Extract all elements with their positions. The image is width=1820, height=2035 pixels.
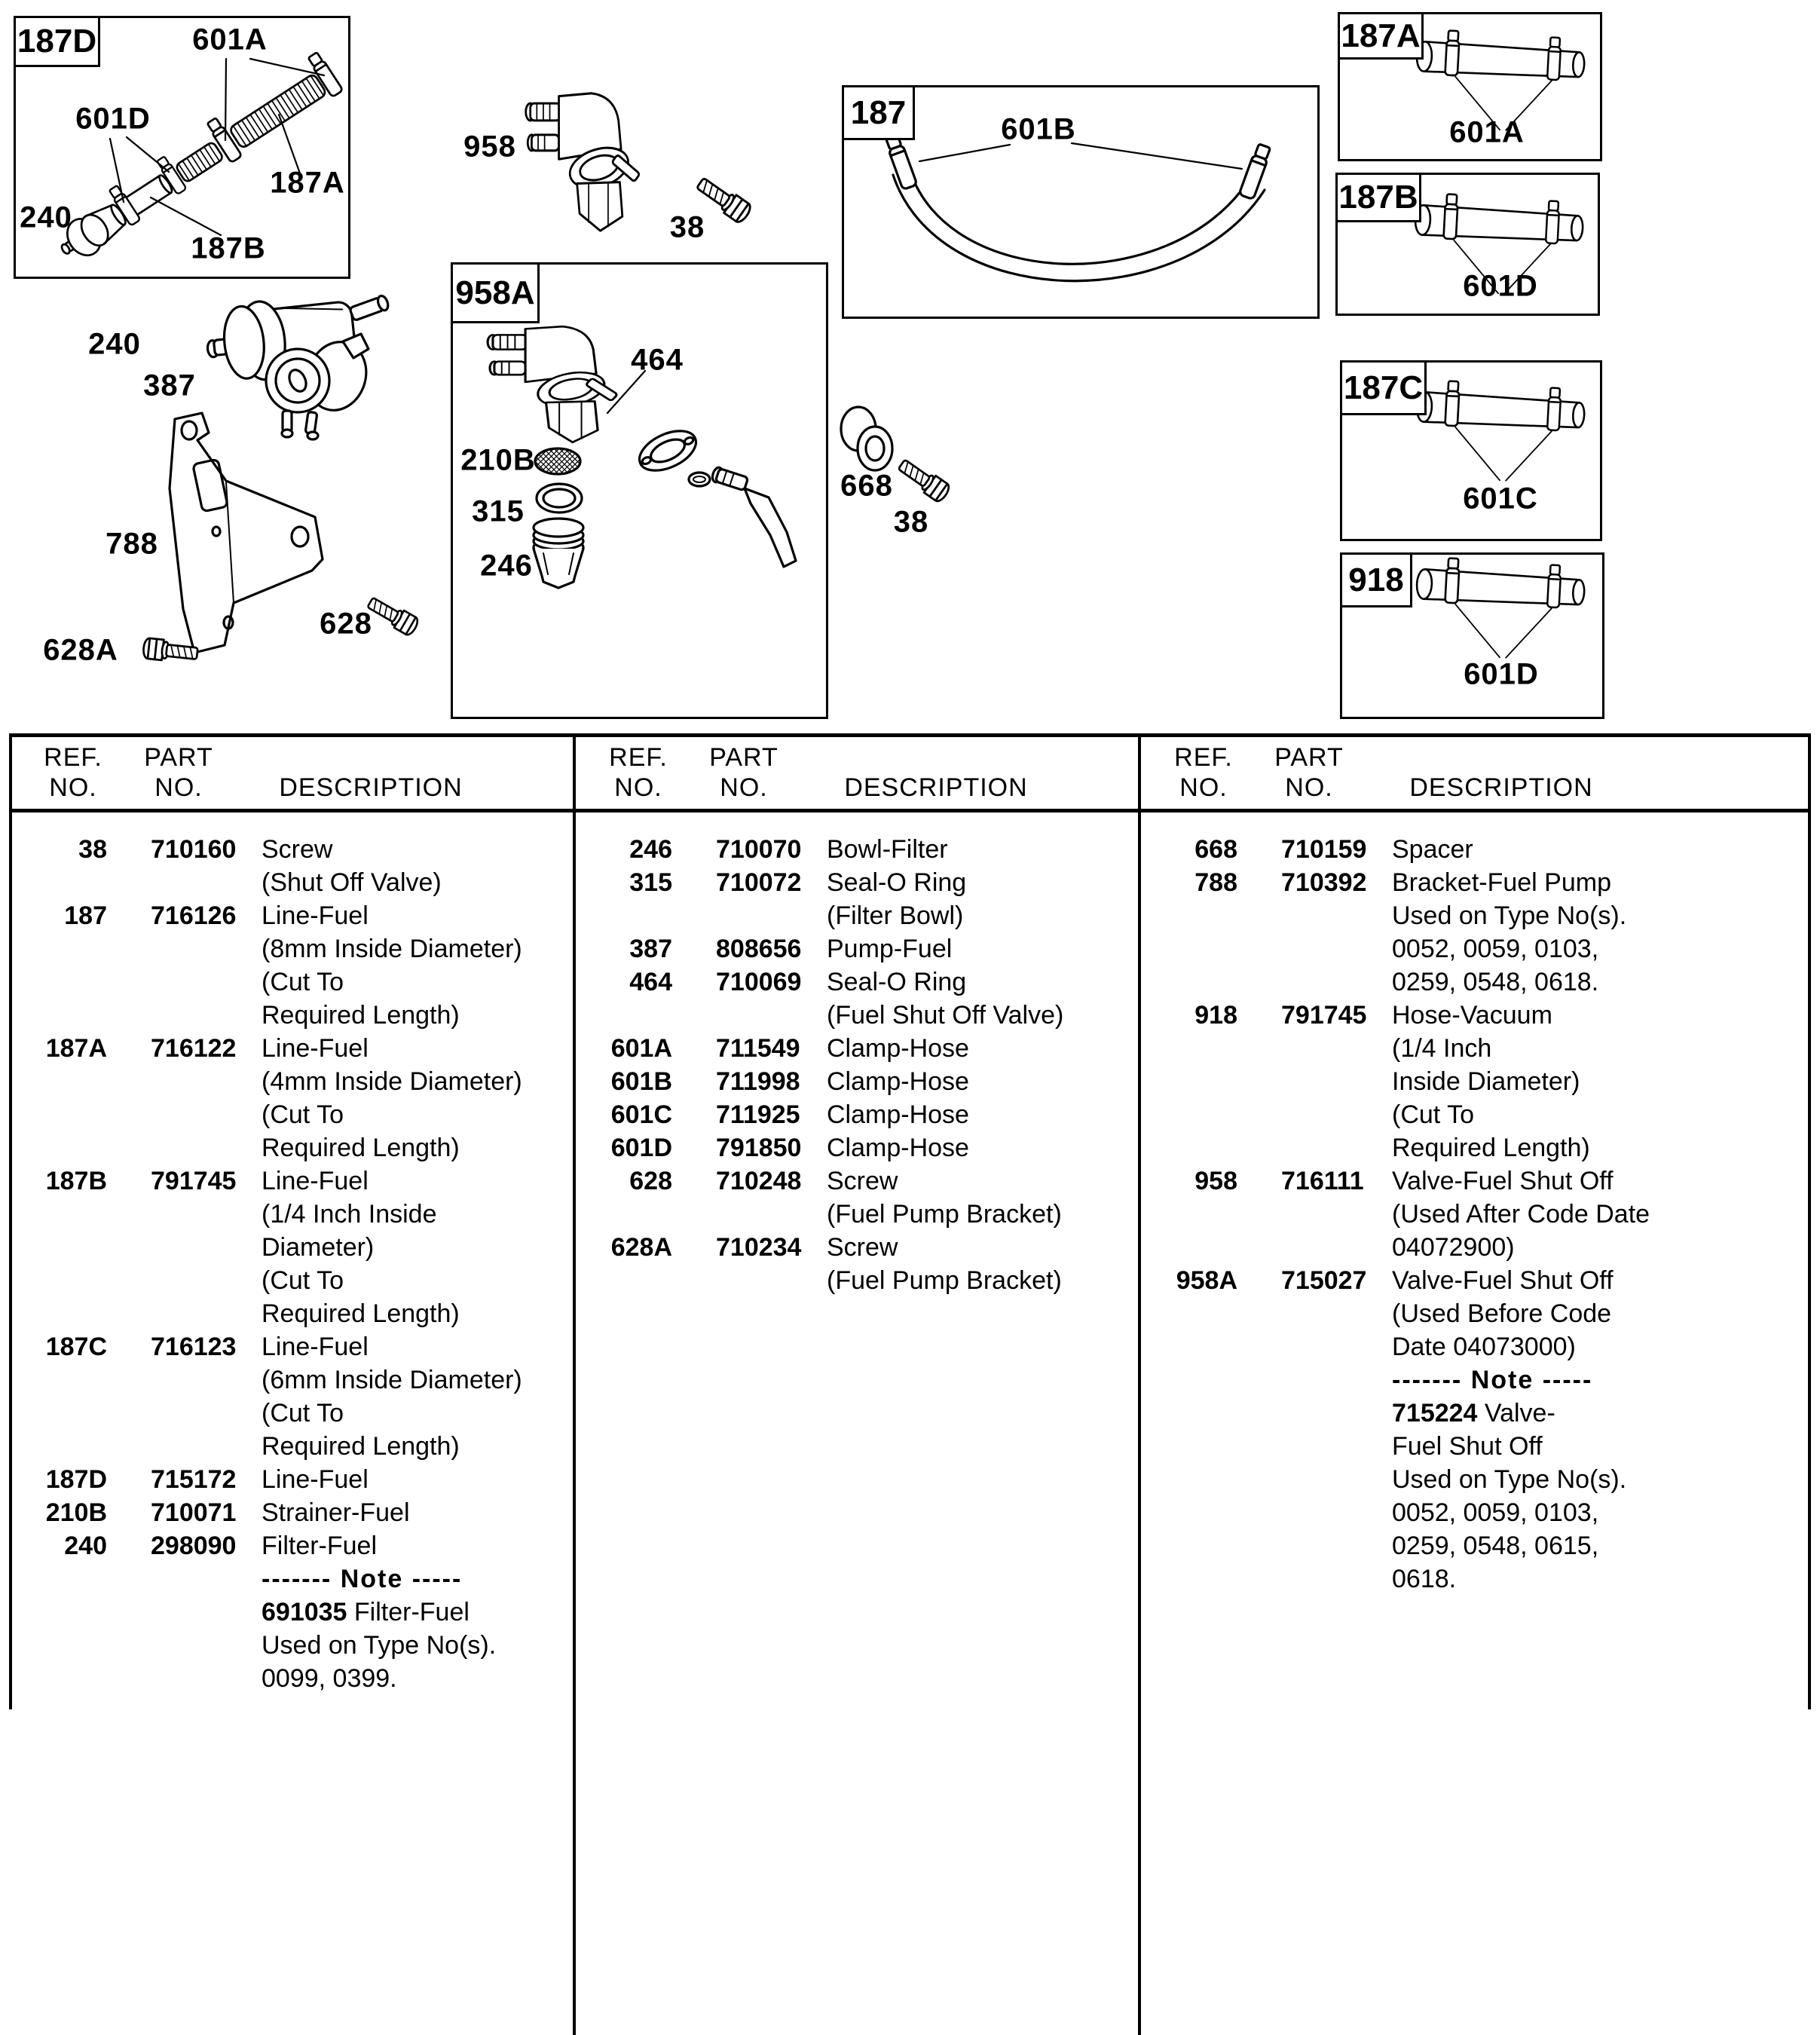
ref-no-cell: 958: [1194, 1167, 1237, 1195]
callout-601d-3: 601D: [1464, 657, 1539, 691]
callout-601d-2: 601D: [1463, 269, 1538, 303]
table-header-rule: [9, 809, 1811, 812]
part-no-cell: 710072: [716, 868, 802, 897]
part-no-cell: 710070: [716, 835, 802, 864]
ref-no-cell: 210B: [45, 1498, 107, 1527]
parts-rows: [1139, 833, 1811, 1596]
table-row: [1139, 833, 1811, 866]
part-no-cell: 710248: [716, 1167, 802, 1195]
screw-drawing-628a: [142, 638, 198, 664]
spacer-drawing-668: [841, 407, 892, 470]
callout-246: 246: [480, 549, 533, 583]
table-row: [574, 1231, 1138, 1297]
ref-no-cell: 38: [78, 835, 107, 864]
part-no-cell: 710071: [151, 1498, 237, 1527]
table-row: [9, 1463, 573, 1496]
description-cell: Line-Fuel (1/4 Inch Inside Diameter) (Cut To Required Length): [262, 1167, 460, 1328]
ref-no-cell: 315: [629, 868, 672, 897]
description-cell: Bracket-Fuel Pump Used on Type No(s). 0052, 0059, 0103, 0259, 0548, 0618.: [1392, 868, 1627, 996]
ref-no-cell: 601B: [610, 1067, 672, 1096]
table-row: [574, 1098, 1138, 1131]
part-no-cell: 711549: [716, 1034, 800, 1063]
part-no-cell: 715027: [1281, 1266, 1367, 1295]
header-description: DESCRIPTION: [279, 773, 463, 802]
description-cell: Clamp-Hose: [827, 1134, 969, 1162]
description-cell: Valve-Fuel Shut Off (Used After Code Date 04072900): [1392, 1167, 1650, 1262]
table-row: [9, 899, 573, 1032]
part-no-cell: 710160: [151, 835, 237, 864]
callout-240b: 240: [88, 327, 141, 361]
table-row: [1139, 866, 1811, 999]
description-cell: Seal-O Ring (Filter Bowl): [827, 868, 967, 930]
callout-958: 958: [463, 130, 516, 164]
ref-no-cell: 187A: [45, 1034, 107, 1063]
description-cell: Spacer: [1392, 835, 1473, 864]
table-row: [574, 932, 1138, 965]
header-ref-no: REF. NO.: [1174, 743, 1233, 802]
part-no-cell: 716111: [1281, 1167, 1364, 1195]
callout-668: 668: [840, 469, 893, 503]
ref-no-cell: 246: [629, 835, 672, 864]
callout-464: 464: [631, 343, 684, 377]
description-cell: Valve-Fuel Shut Off (Used Before Code Date 04073000) ------- Note ----- 715224 Valve- Fuel Shut Off Used on Type No(s). 0052, 0059, 0103, 0259, 0548, 0615, 0618.: [1392, 1266, 1627, 1593]
fuel-pump-bracket-drawing: [170, 413, 323, 653]
screw-drawing-38b: [895, 456, 951, 503]
callout-240: 240: [20, 200, 72, 234]
ref-no-cell: 187D: [45, 1465, 107, 1494]
screw-drawing-628: [366, 594, 421, 637]
description-cell: Clamp-Hose: [827, 1100, 969, 1129]
table-row: [1139, 1264, 1811, 1596]
callout-601a: 601A: [192, 23, 268, 57]
header-description: DESCRIPTION: [1409, 773, 1593, 802]
table-row: [574, 833, 1138, 866]
header-description: DESCRIPTION: [844, 773, 1028, 802]
table-row: [574, 1164, 1138, 1231]
part-no-cell: 298090: [151, 1532, 237, 1560]
ref-no-cell: 601C: [610, 1100, 672, 1129]
callout-601c: 601C: [1463, 482, 1538, 516]
callout-387: 387: [143, 369, 196, 402]
table-top-rule: [9, 733, 1811, 737]
part-no-cell: 791850: [716, 1134, 802, 1162]
parts-rows: [9, 833, 573, 1695]
table-row: [574, 1131, 1138, 1164]
part-no-cell: 791745: [1281, 1001, 1367, 1030]
ref-no-cell: 187C: [45, 1333, 107, 1361]
description-cell: Seal-O Ring (Fuel Shut Off Valve): [827, 968, 1064, 1030]
description-cell: Hose-Vacuum (1/4 Inch Inside Diameter) (Cut To Required Length): [1392, 1001, 1590, 1162]
description-cell: Line-Fuel (4mm Inside Diameter) (Cut To Required Length): [262, 1034, 522, 1162]
ref-no-cell: 240: [64, 1532, 107, 1560]
table-row: [9, 1032, 573, 1164]
callout-187b: 187B: [191, 231, 266, 265]
table-row: [9, 1496, 573, 1529]
description-cell: Line-Fuel (6mm Inside Diameter) (Cut To Required Length): [262, 1333, 522, 1461]
description-cell: Bowl-Filter: [827, 835, 948, 864]
figure-label-187c: 187C: [1340, 360, 1427, 415]
description-cell: Line-Fuel: [262, 1465, 369, 1494]
callout-38: 38: [669, 210, 705, 244]
callout-210b: 210B: [460, 443, 536, 477]
header-part-no: PART NO.: [1274, 743, 1344, 802]
description-cell: Screw (Fuel Pump Bracket): [827, 1233, 1062, 1295]
part-no-cell: 808656: [716, 935, 802, 963]
table-row: [9, 1529, 573, 1695]
ref-no-cell: 788: [1194, 868, 1237, 897]
ref-no-cell: 918: [1194, 1001, 1237, 1030]
ref-no-cell: 958A: [1176, 1266, 1237, 1295]
figure-label-918: 918: [1340, 552, 1412, 607]
part-no-cell: 711998: [716, 1067, 800, 1096]
table-row: [574, 866, 1138, 932]
ref-no-cell: 601A: [610, 1034, 672, 1063]
figure-box-187: [842, 85, 1320, 319]
table-row: [9, 1330, 573, 1463]
callout-187a: 187A: [270, 166, 345, 200]
table-row: [9, 833, 573, 899]
header-part-no: PART NO.: [144, 743, 213, 802]
part-no-cell: 715172: [151, 1465, 237, 1494]
table-row: [574, 1032, 1138, 1065]
figure-box-187d: [14, 16, 350, 279]
callout-601d: 601D: [75, 102, 151, 136]
figure-box-958a: [451, 262, 828, 719]
callout-628a: 628A: [43, 633, 118, 667]
part-no-cell: 791745: [151, 1167, 237, 1195]
table-row: [574, 965, 1138, 1032]
figure-label-187: 187: [842, 85, 915, 140]
callout-601b: 601B: [1001, 112, 1076, 146]
callout-601a-2: 601A: [1449, 115, 1525, 149]
ref-no-cell: 187: [64, 901, 107, 930]
part-no-cell: 716122: [151, 1034, 237, 1063]
part-no-cell: 710234: [716, 1233, 802, 1262]
ref-no-cell: 601D: [610, 1134, 672, 1162]
table-row: [9, 1164, 573, 1330]
description-cell: Strainer-Fuel: [262, 1498, 410, 1527]
shutoff-valve-drawing-958: [526, 93, 640, 231]
description-cell: Line-Fuel (8mm Inside Diameter) (Cut To Required Length): [262, 901, 522, 1030]
figure-label-187a: 187A: [1338, 12, 1424, 60]
callout-788: 788: [106, 527, 158, 561]
parts-rows: [574, 833, 1138, 1297]
ref-no-cell: 464: [629, 968, 672, 996]
figure-label-187b: 187B: [1335, 173, 1421, 222]
part-no-cell: 716123: [151, 1333, 237, 1361]
header-ref-no: REF. NO.: [609, 743, 668, 802]
callout-628: 628: [320, 607, 372, 641]
part-no-cell: 710069: [716, 968, 802, 996]
description-cell: Clamp-Hose: [827, 1067, 969, 1096]
part-no-cell: 710159: [1281, 835, 1367, 864]
figure-label-958a: 958A: [451, 262, 540, 323]
description-cell: Pump-Fuel: [827, 935, 953, 963]
callout-38b: 38: [893, 505, 929, 539]
header-part-no: PART NO.: [709, 743, 778, 802]
description-cell: Filter-Fuel ------- Note ----- 691035 Filter-Fuel Used on Type No(s). 0099, 0399.: [262, 1532, 497, 1693]
table-row: [1139, 1164, 1811, 1264]
description-cell: Screw (Fuel Pump Bracket): [827, 1167, 1062, 1229]
header-ref-no: REF. NO.: [44, 743, 102, 802]
ref-no-cell: 387: [629, 935, 672, 963]
description-cell: Screw (Shut Off Valve): [262, 835, 442, 897]
ref-no-cell: 187B: [45, 1167, 107, 1195]
part-no-cell: 716126: [151, 901, 237, 930]
part-no-cell: 710392: [1281, 868, 1367, 897]
figure-label-187d: 187D: [14, 16, 100, 67]
description-cell: Clamp-Hose: [827, 1034, 969, 1063]
figure-box-918: [1340, 552, 1604, 719]
ref-no-cell: 668: [1194, 835, 1237, 864]
ref-no-cell: 628A: [610, 1233, 672, 1262]
part-no-cell: 711925: [716, 1100, 800, 1129]
callout-315: 315: [472, 494, 525, 528]
table-row: [574, 1065, 1138, 1098]
ref-no-cell: 628: [629, 1167, 672, 1195]
table-row: [1139, 999, 1811, 1164]
